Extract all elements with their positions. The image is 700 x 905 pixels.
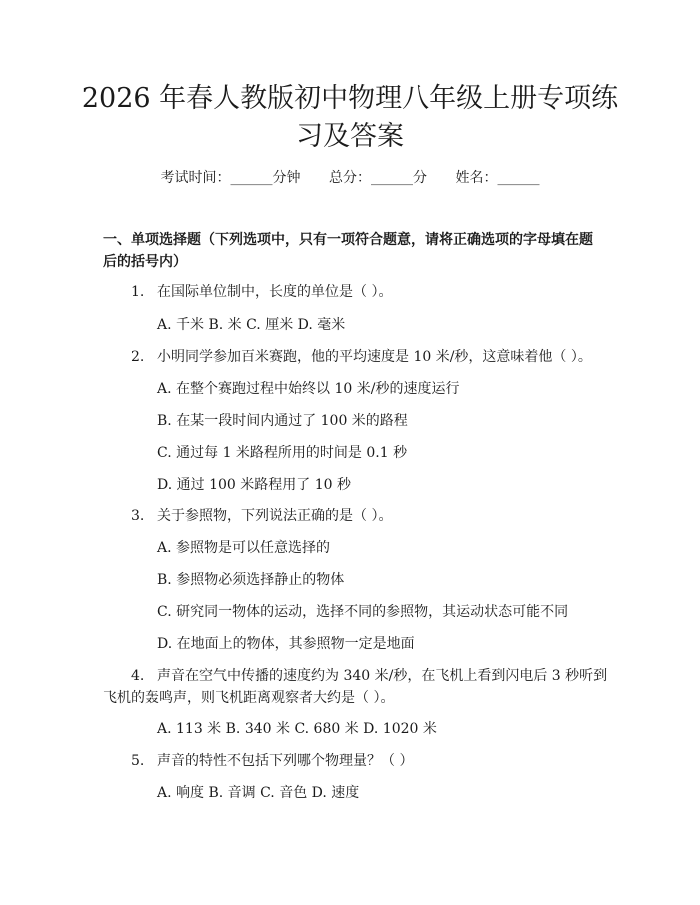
question-3 [131, 506, 392, 526]
section-heading-line2: 后的括号内） [103, 254, 187, 270]
student-name-field: 姓名：______ [455, 170, 540, 186]
question-5-options: A. 响度 B. 音调 C. 音色 D. 速度 [157, 785, 360, 801]
question-number: 3. [131, 508, 145, 524]
question-text: 关于参照物，下列说法正确的是（ ）。 [157, 508, 393, 524]
page-title-line1: 2026 年春人教版初中物理八年级上册专项练 [81, 83, 619, 114]
question-2-option-a: A. 在整个赛跑过程中始终以 10 米/秒的速度运行 [157, 381, 460, 397]
question-3-option-a: A. 参照物是可以任意选择的 [157, 540, 331, 556]
page-title-line2: 习及答案 [296, 121, 404, 152]
question-4-text-line2: 飞机的轰鸣声，则飞机距离观察者大约是（ ）。 [103, 690, 395, 706]
total-score-field: 总分：______分 [329, 170, 427, 186]
question-3-option-c: C. 研究同一物体的运动，选择不同的参照物，其运动状态可能不同 [157, 604, 569, 620]
question-text: 小明同学参加百米赛跑，他的平均速度是 10 米/秒，这意味着他（ ）。 [157, 349, 592, 365]
question-text: 声音的特性不包括下列哪个物理量？（ ） [157, 753, 414, 769]
question-2 [131, 347, 592, 367]
question-1-options: A. 千米 B. 米 C. 厘米 D. 毫米 [157, 317, 346, 333]
question-number: 2. [131, 349, 145, 365]
section-heading-line1: 一、单项选择题（下列选项中，只有一项符合题意，请将正确选项的字母填在题 [103, 232, 593, 248]
question-4 [131, 666, 607, 686]
question-3-option-d: D. 在地面上的物体，其参照物一定是地面 [157, 636, 415, 652]
question-5 [131, 751, 413, 771]
question-number: 4. [131, 668, 145, 684]
question-2-option-b: B. 在某一段时间内通过了 100 米的路程 [157, 413, 408, 429]
question-2-option-c: C. 通过每 1 米路程所用的时间是 0.1 秒 [157, 445, 408, 461]
question-number: 5. [131, 753, 145, 769]
exam-info-row [0, 168, 700, 188]
question-2-option-d: D. 通过 100 米路程用了 10 秒 [157, 477, 351, 493]
question-3-option-b: B. 参照物必须选择静止的物体 [157, 572, 345, 588]
question-4-options: A. 113 米 B. 340 米 C. 680 米 D. 1020 米 [157, 721, 437, 737]
exam-time-field: 考试时间：______分钟 [160, 170, 301, 186]
question-1 [131, 282, 392, 302]
question-text: 在国际单位制中，长度的单位是（ ）。 [157, 284, 393, 300]
question-number: 1. [131, 284, 145, 300]
question-text-line1: 声音在空气中传播的速度约为 340 米/秒，在飞机上看到闪电后 3 秒听到 [157, 668, 608, 684]
